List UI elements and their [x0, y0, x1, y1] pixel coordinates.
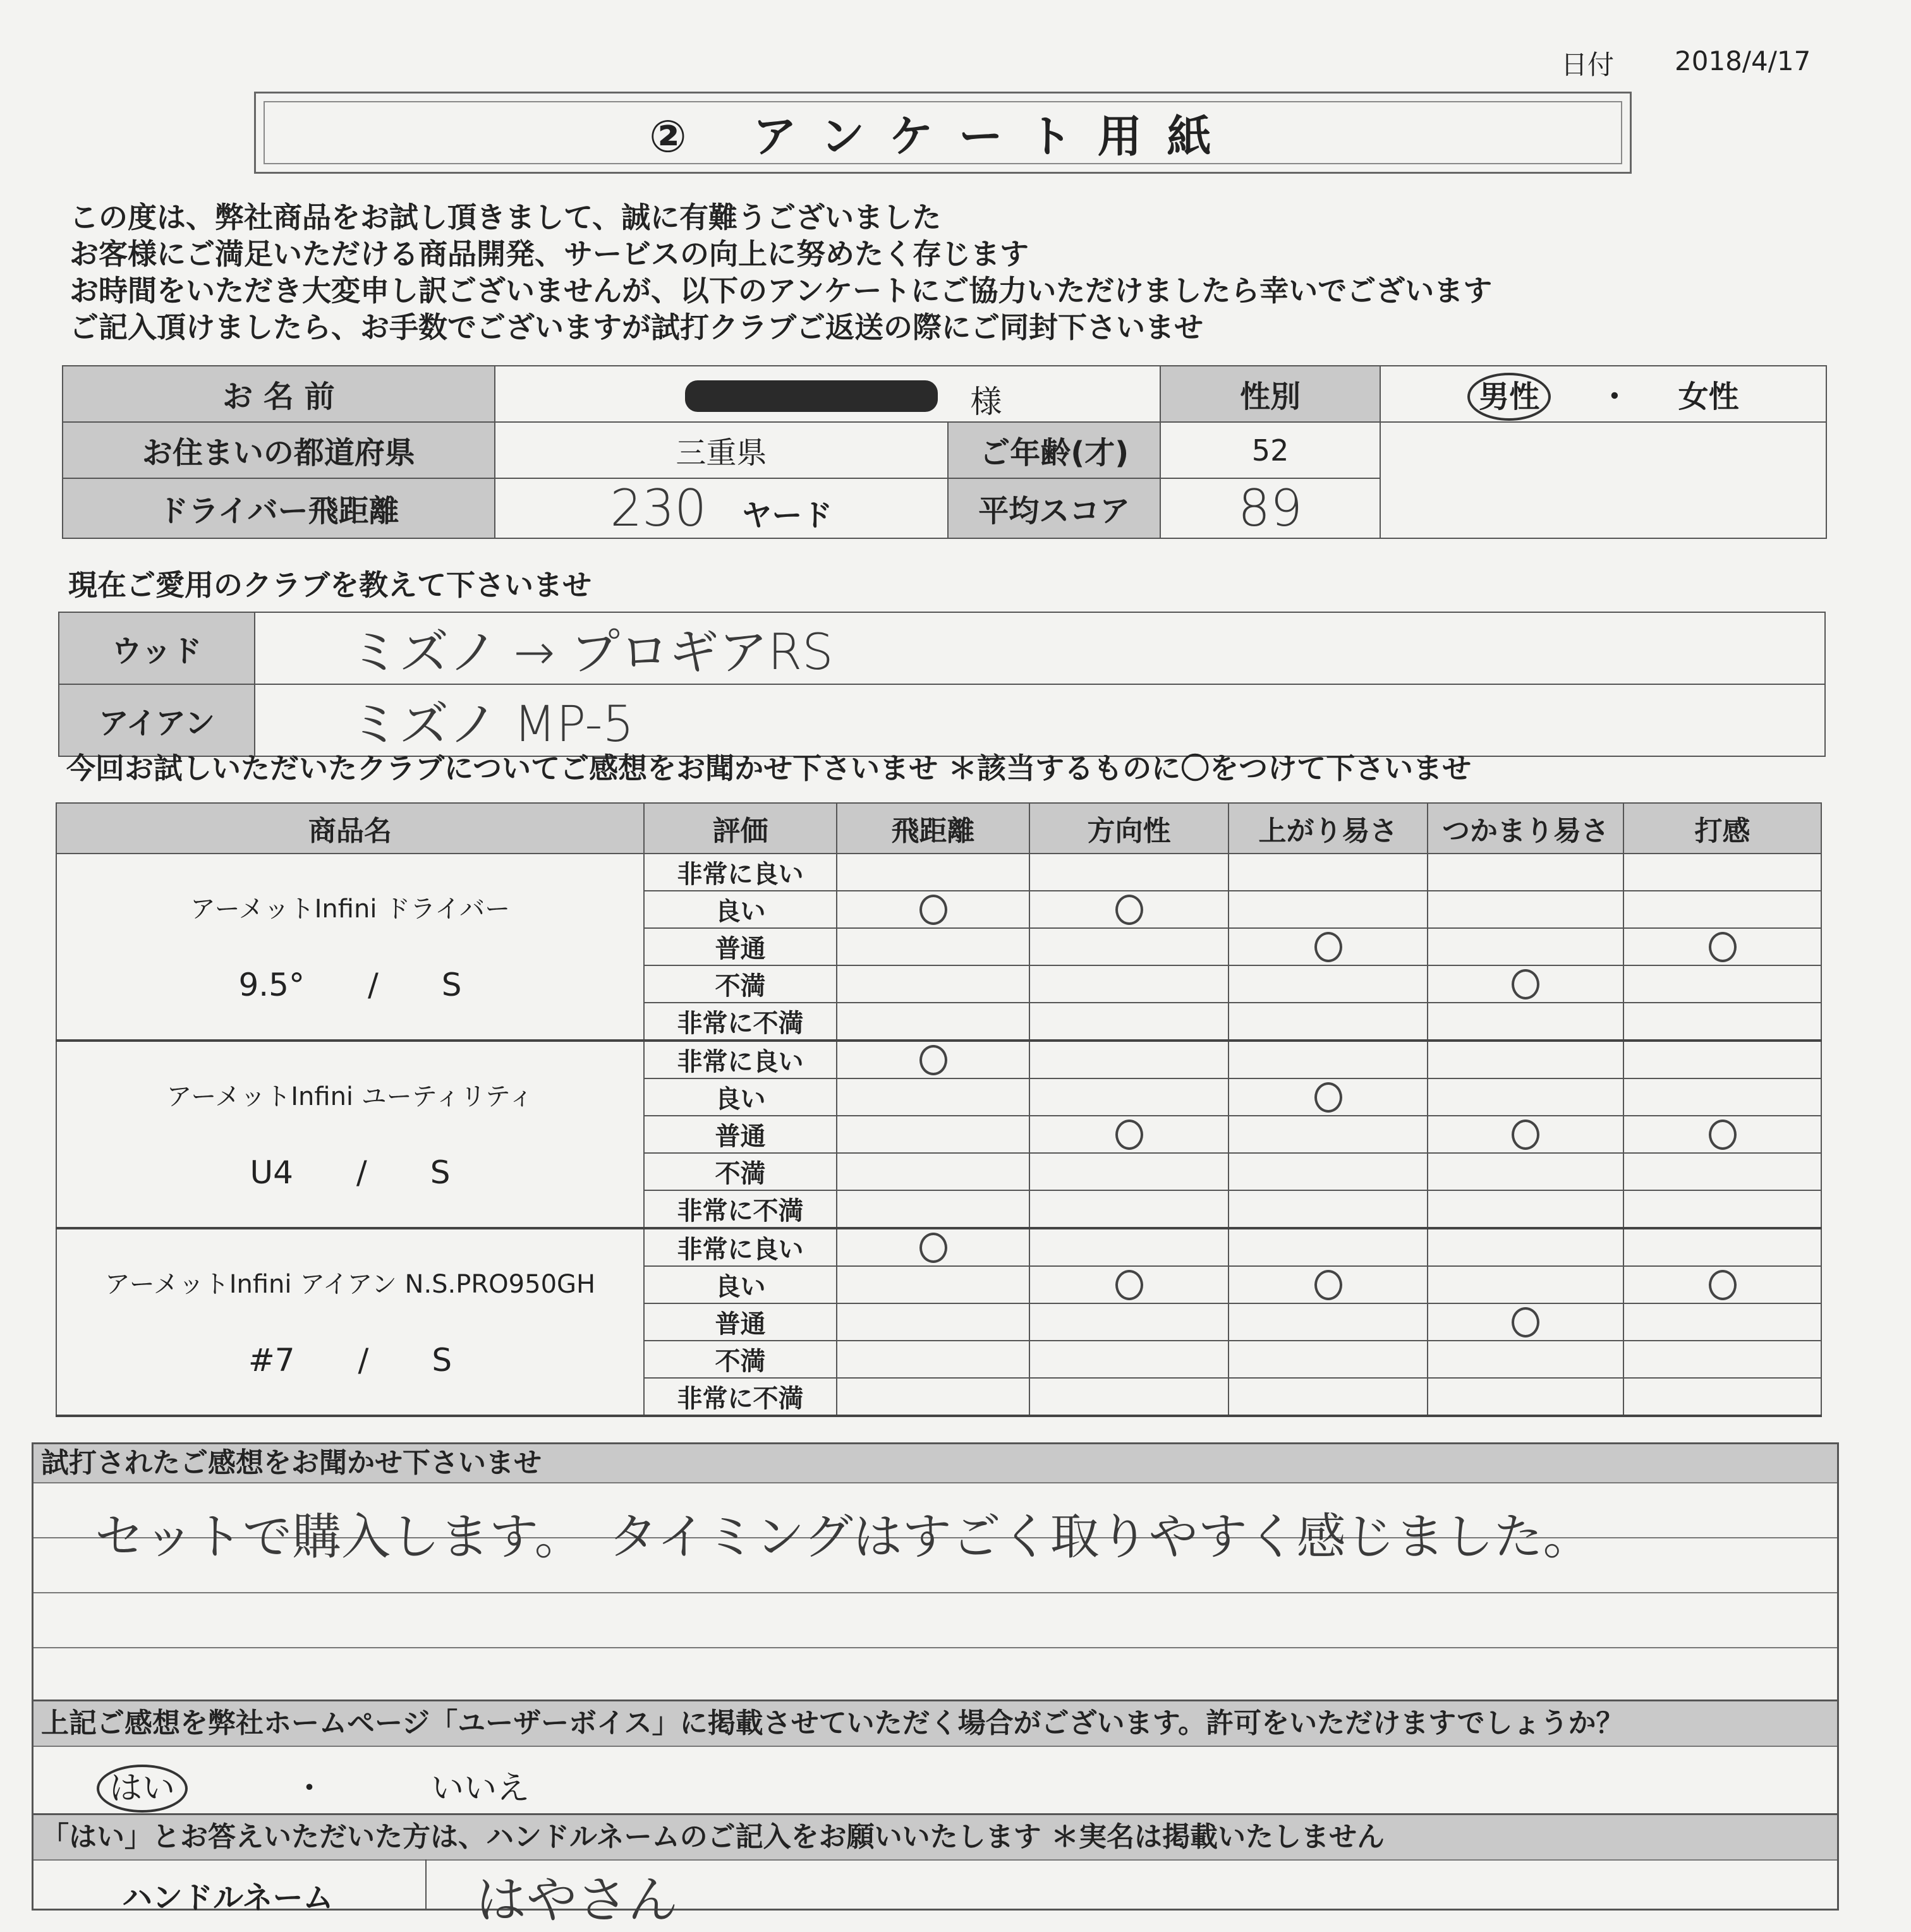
- rating-label: 良い: [644, 891, 837, 928]
- rating-cell[interactable]: [1029, 1041, 1228, 1078]
- table-row: [56, 854, 1821, 891]
- rating-cell[interactable]: [1228, 891, 1428, 928]
- rating-label: 普通: [644, 1116, 837, 1153]
- rating-cell[interactable]: [1623, 1303, 1821, 1341]
- rating-label: 普通: [644, 928, 837, 965]
- rating-label: 普通: [644, 1303, 837, 1341]
- rating-cell[interactable]: [1428, 891, 1623, 928]
- intro-line: お時間をいただき大変申し訳ございませんが、以下のアンケートにご協力いただけましたら幸いでございます: [70, 274, 1493, 308]
- circle-mark: [1512, 1120, 1539, 1150]
- rating-cell[interactable]: [1428, 1341, 1623, 1378]
- rating-cell[interactable]: [1228, 1003, 1428, 1041]
- drive-distance-label: ドライバー飛距離: [63, 478, 495, 538]
- rating-cell[interactable]: [1029, 1153, 1228, 1190]
- age-label: ご年齢(才): [948, 422, 1160, 478]
- circle-mark: [1115, 895, 1143, 925]
- product-name: アーメットInfini ユーティリティ: [166, 1082, 534, 1111]
- rating-cell[interactable]: [837, 928, 1029, 965]
- rating-cell[interactable]: [1029, 1341, 1228, 1378]
- handle-note: 「はい」とお答えいただいた方は、ハンドルネームのご記入をお願いいたします ＊実名は掲載いたしません: [33, 1815, 1837, 1861]
- rating-cell[interactable]: [837, 965, 1029, 1003]
- product-name: アーメットInfini アイアン N.S.PRO950GH: [104, 1269, 596, 1299]
- rating-cell[interactable]: [837, 1116, 1029, 1153]
- rating-cell[interactable]: [1029, 1078, 1228, 1116]
- rating-cell[interactable]: [837, 1341, 1029, 1378]
- rating-cell[interactable]: [1228, 1378, 1428, 1416]
- rating-cell[interactable]: [837, 854, 1029, 891]
- redaction-bar: [685, 380, 938, 412]
- rating-cell[interactable]: [1029, 891, 1228, 928]
- circle-mark: [1314, 1270, 1342, 1300]
- product-name: アーメットInfini ドライバー: [190, 894, 511, 924]
- rating-cell[interactable]: [1428, 1190, 1623, 1228]
- circle-mark: [1512, 969, 1539, 999]
- rating-label: 非常に不満: [644, 1003, 837, 1041]
- permission-section: [32, 1701, 1839, 1815]
- circle-mark: [1115, 1120, 1143, 1150]
- rating-cell[interactable]: [1428, 965, 1623, 1003]
- handle-value[interactable]: はやさん: [476, 1871, 678, 1929]
- permission-no[interactable]: いいえ: [431, 1770, 530, 1808]
- permission-question: 上記ご感想を弊社ホームページ「ユーザーボイス」に掲載させていただく場合がございます。許可をいただけますでしょうか？: [33, 1701, 1837, 1747]
- header-grip: つかまり易さ: [1428, 803, 1623, 854]
- drive-distance-field[interactable]: [495, 478, 948, 538]
- drive-distance-value: 230: [610, 479, 707, 538]
- date-value: 2018/4/17: [1675, 45, 1811, 76]
- evaluation-body: [56, 854, 1821, 1416]
- date-label: 日付: [1561, 49, 1615, 80]
- rating-cell[interactable]: [1623, 1003, 1821, 1041]
- rating-cell[interactable]: [837, 1266, 1029, 1303]
- rating-cell[interactable]: [1228, 854, 1428, 891]
- rating-cell[interactable]: [1623, 1341, 1821, 1378]
- product-spec: 9.5° / S: [238, 966, 462, 1003]
- rating-cell[interactable]: [1228, 1153, 1428, 1190]
- circle-mark: [1115, 1270, 1143, 1300]
- permission-yes[interactable]: はい: [97, 1765, 188, 1813]
- rating-cell[interactable]: [837, 1153, 1029, 1190]
- circle-mark: [1512, 1307, 1539, 1337]
- rating-cell[interactable]: [1428, 1116, 1623, 1153]
- rating-cell[interactable]: [837, 1228, 1029, 1266]
- gender-field[interactable]: [1380, 366, 1826, 422]
- rating-cell[interactable]: [837, 1190, 1029, 1228]
- rating-label: 非常に良い: [644, 1041, 837, 1078]
- rating-cell[interactable]: [1228, 1041, 1428, 1078]
- rating-cell[interactable]: [1029, 965, 1228, 1003]
- rating-cell[interactable]: [1029, 1266, 1228, 1303]
- impressions-heading: 試打されたご感想をお聞かせ下さいませ: [33, 1444, 1837, 1483]
- circle-mark: [1709, 932, 1737, 962]
- current-clubs-table: [58, 612, 1826, 757]
- rating-cell[interactable]: [1623, 1190, 1821, 1228]
- rating-cell[interactable]: [1428, 928, 1623, 965]
- rating-cell[interactable]: [837, 891, 1029, 928]
- rating-cell[interactable]: [1623, 965, 1821, 1003]
- product-spec: U4 / S: [250, 1154, 451, 1191]
- prefecture-label: お住まいの都道府県: [63, 422, 495, 478]
- rating-cell[interactable]: [1029, 1228, 1228, 1266]
- header-distance: 飛距離: [837, 803, 1029, 854]
- gender-separator: ・: [1599, 379, 1630, 414]
- rating-label: 良い: [644, 1266, 837, 1303]
- rating-cell[interactable]: [1029, 1190, 1228, 1228]
- rating-cell[interactable]: [1428, 1228, 1623, 1266]
- header-direction: 方向性: [1029, 803, 1228, 854]
- prefecture-value[interactable]: 三重県: [495, 422, 948, 478]
- intro-text: [70, 199, 1492, 346]
- rating-cell[interactable]: [1623, 891, 1821, 928]
- rating-label: 非常に不満: [644, 1378, 837, 1416]
- rating-label: 不満: [644, 965, 837, 1003]
- header-feel: 打感: [1623, 803, 1821, 854]
- rating-cell[interactable]: [1228, 1341, 1428, 1378]
- rating-label: 非常に良い: [644, 854, 837, 891]
- name-field[interactable]: [495, 366, 1161, 422]
- permission-options: [97, 1761, 530, 1809]
- rating-cell[interactable]: [1228, 1190, 1428, 1228]
- gender-male[interactable]: 男性: [1467, 373, 1551, 421]
- rating-cell[interactable]: [837, 1041, 1029, 1078]
- drive-unit: ヤード: [741, 498, 833, 533]
- avg-score-value[interactable]: 89: [1160, 478, 1380, 538]
- page-title: ② アンケート用紙: [264, 101, 1622, 164]
- age-value[interactable]: 52: [1160, 422, 1380, 478]
- rating-cell[interactable]: [1228, 928, 1428, 965]
- intro-line: この度は、弊社商品をお試し頂きまして、誠に有難うございました: [70, 200, 942, 234]
- circle-mark: [1314, 1082, 1342, 1113]
- rating-cell[interactable]: [1029, 854, 1228, 891]
- customer-info-table: [62, 365, 1827, 539]
- avg-score-label: 平均スコア: [948, 478, 1160, 538]
- clubs-heading: 現在ご愛用のクラブを教えて下さいませ: [68, 568, 592, 602]
- rating-cell[interactable]: [1228, 1266, 1428, 1303]
- rating-cell[interactable]: [837, 1078, 1029, 1116]
- permission-separator: ・: [293, 1770, 326, 1808]
- impressions-text[interactable]: セットで購入します。 タイミングはすごく取りやすく感じました。: [95, 1509, 1592, 1566]
- rating-cell[interactable]: [1228, 1116, 1428, 1153]
- circle-mark: [919, 1233, 947, 1263]
- handle-section: [32, 1815, 1839, 1929]
- intro-line: ご記入頂けましたら、お手数でございますが試打クラブご返送の際にご同封下さいませ: [70, 310, 1203, 344]
- gender-female[interactable]: 女性: [1678, 379, 1739, 414]
- intro-line: お客様にご満足いただける商品開発、サービスの向上に努めたく存じます: [70, 237, 1029, 271]
- evaluation-heading: 今回お試しいただいたクラブについてご感想をお聞かせ下さいませ ＊該当するものに〇をつけて下さいませ: [66, 751, 1472, 785]
- rating-cell[interactable]: [1623, 1378, 1821, 1416]
- wood-label: ウッド: [59, 612, 255, 684]
- rating-cell[interactable]: [1029, 1003, 1228, 1041]
- handle-label: ハンドルネーム: [122, 1880, 334, 1916]
- circle-mark: [1709, 1270, 1737, 1300]
- rating-cell[interactable]: [1428, 1078, 1623, 1116]
- rating-label: 良い: [644, 1078, 837, 1116]
- rating-label: 非常に不満: [644, 1190, 837, 1228]
- rating-label: 不満: [644, 1341, 837, 1378]
- rating-cell[interactable]: [837, 1003, 1029, 1041]
- gender-label: 性別: [1160, 366, 1380, 422]
- rating-cell[interactable]: [1428, 1003, 1623, 1041]
- rating-cell[interactable]: [1623, 1153, 1821, 1190]
- gender-blank: [1380, 422, 1826, 538]
- rating-cell[interactable]: [1623, 1078, 1821, 1116]
- rating-cell[interactable]: [1228, 965, 1428, 1003]
- circle-mark: [1709, 1120, 1737, 1150]
- circle-mark: [1314, 932, 1342, 962]
- rating-cell[interactable]: [1029, 1303, 1228, 1341]
- honorific: 様: [970, 383, 1002, 420]
- rating-cell[interactable]: [1623, 928, 1821, 965]
- table-row: [56, 1041, 1821, 1078]
- impressions-section: [32, 1442, 1839, 1701]
- rating-cell[interactable]: [1228, 1303, 1428, 1341]
- title-box: [254, 92, 1632, 174]
- product-spec: #7 / S: [248, 1341, 452, 1379]
- header-rating: 評価: [644, 803, 837, 854]
- rating-cell[interactable]: [1428, 1041, 1623, 1078]
- rating-cell[interactable]: [1623, 1228, 1821, 1266]
- header-launch: 上がり易さ: [1228, 803, 1428, 854]
- rating-cell[interactable]: [1623, 1266, 1821, 1303]
- rating-cell[interactable]: [1029, 1116, 1228, 1153]
- rating-cell[interactable]: [1623, 854, 1821, 891]
- header-product: 商品名: [56, 803, 644, 854]
- wood-value[interactable]: ミズノ → プロギアRS: [255, 612, 1825, 684]
- rating-cell[interactable]: [1623, 1116, 1821, 1153]
- circle-mark: [919, 1045, 947, 1075]
- rating-cell[interactable]: [1029, 928, 1228, 965]
- table-row: [56, 1228, 1821, 1266]
- rating-cell[interactable]: [1228, 1228, 1428, 1266]
- rating-cell[interactable]: [1428, 1378, 1623, 1416]
- circle-mark: [919, 895, 947, 925]
- rating-cell[interactable]: [1428, 854, 1623, 891]
- product-cell: [56, 1228, 644, 1416]
- rating-cell[interactable]: [1428, 1153, 1623, 1190]
- iron-value[interactable]: ミズノ MP-5: [255, 684, 1825, 756]
- rating-cell[interactable]: [1428, 1303, 1623, 1341]
- evaluation-table: [56, 802, 1822, 1417]
- product-cell: [56, 854, 644, 1041]
- rating-label: 不満: [644, 1153, 837, 1190]
- rating-cell[interactable]: [1029, 1378, 1228, 1416]
- rating-cell[interactable]: [837, 1303, 1029, 1341]
- product-cell: [56, 1041, 644, 1228]
- rating-cell[interactable]: [837, 1378, 1029, 1416]
- rating-cell[interactable]: [1428, 1266, 1623, 1303]
- rating-cell[interactable]: [1228, 1078, 1428, 1116]
- name-label: お 名 前: [63, 366, 495, 422]
- rating-cell[interactable]: [1623, 1041, 1821, 1078]
- iron-label: アイアン: [59, 684, 255, 756]
- rating-label: 非常に良い: [644, 1228, 837, 1266]
